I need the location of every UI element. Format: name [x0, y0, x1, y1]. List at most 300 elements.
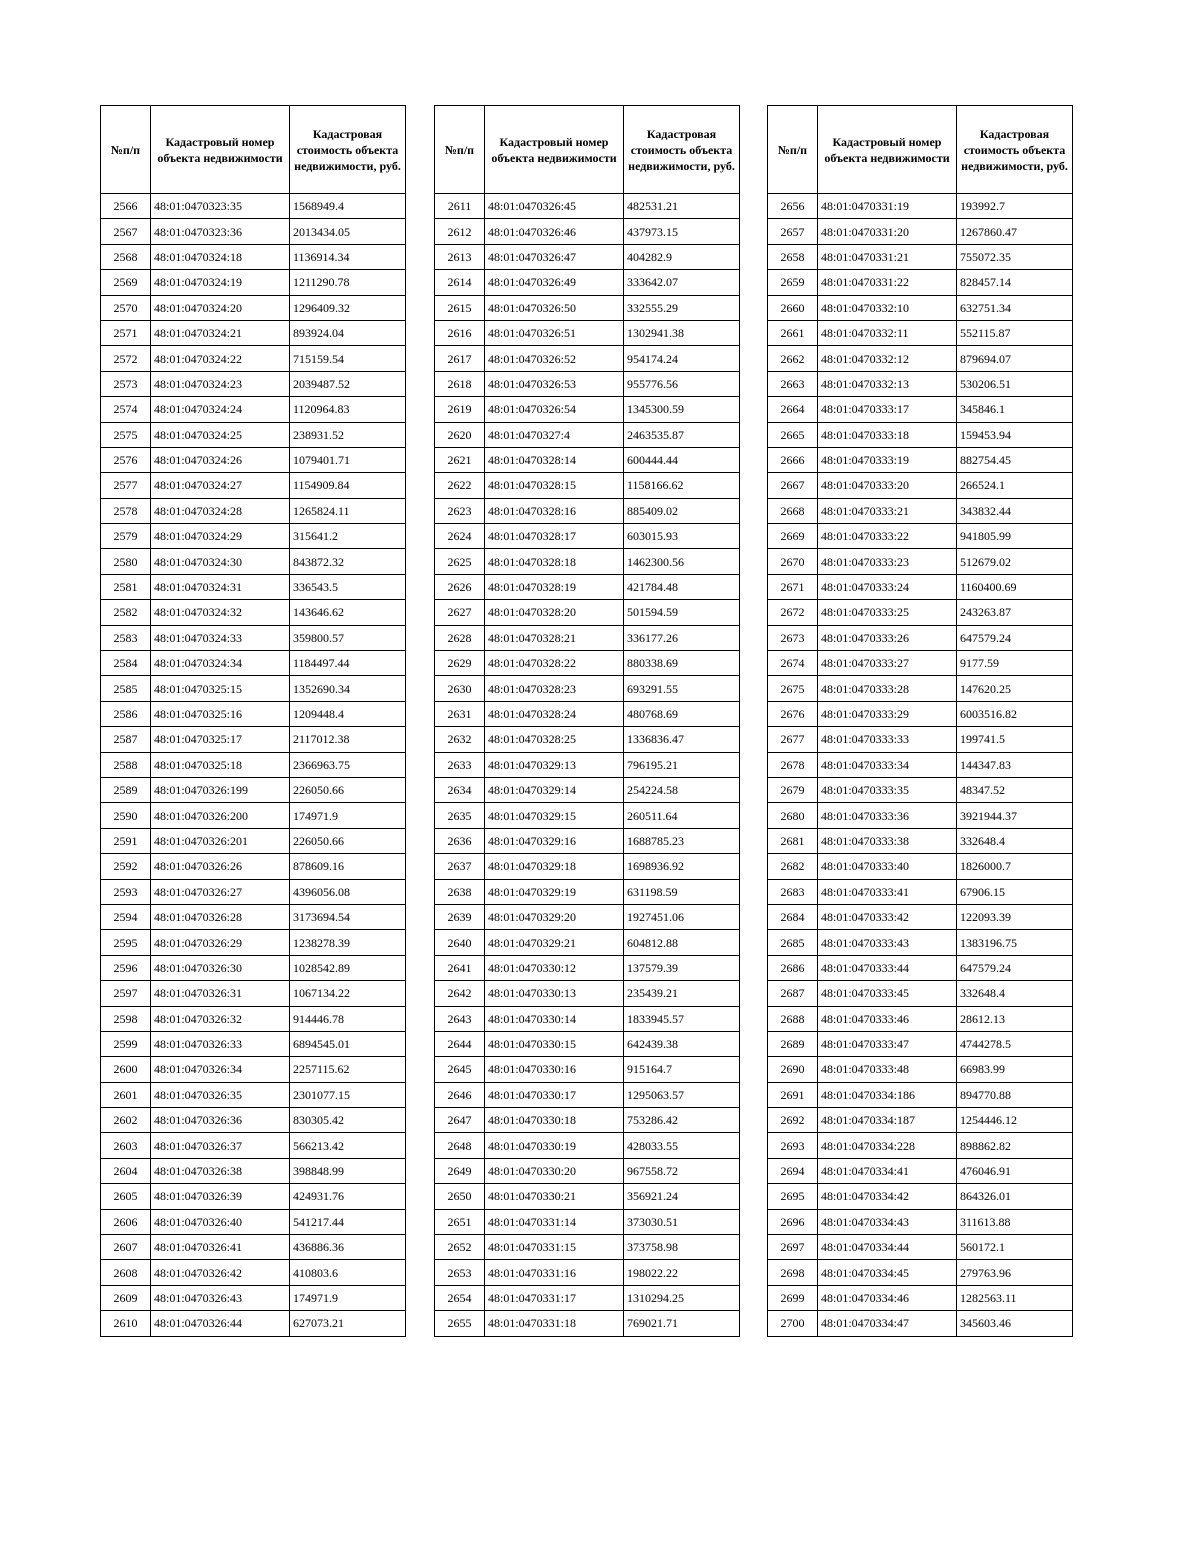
row-number: 2695 [768, 1184, 818, 1209]
cadastral-number: 48:01:0470326:201 [151, 828, 290, 853]
cadastral-number: 48:01:0470326:54 [485, 397, 624, 422]
cadastral-value: 266524.1 [957, 473, 1073, 498]
table-row [768, 422, 1073, 447]
table-header-row [768, 106, 1073, 194]
table-row [768, 981, 1073, 1006]
cadastral-number: 48:01:0470328:19 [485, 574, 624, 599]
table-row [768, 1260, 1073, 1285]
row-number: 2566 [101, 194, 151, 219]
table-row [101, 473, 406, 498]
cadastral-value: 693291.55 [624, 676, 740, 701]
cadastral-value: 2257115.62 [290, 1057, 406, 1082]
table-row [435, 295, 740, 320]
cadastral-value: 144347.83 [957, 752, 1073, 777]
row-number: 2581 [101, 574, 151, 599]
cadastral-value: 885409.02 [624, 498, 740, 523]
cadastral-value: 66983.99 [957, 1057, 1073, 1082]
cadastral-number: 48:01:0470329:14 [485, 777, 624, 802]
row-number: 2684 [768, 904, 818, 929]
cadastral-number: 48:01:0470331:15 [485, 1235, 624, 1260]
cadastral-value: 2013434.05 [290, 219, 406, 244]
table-row [768, 879, 1073, 904]
table-row [435, 473, 740, 498]
table-row [101, 549, 406, 574]
table-row [101, 346, 406, 371]
row-number: 2620 [435, 422, 485, 447]
row-number: 2587 [101, 727, 151, 752]
cadastral-number: 48:01:0470324:24 [151, 397, 290, 422]
table-row [768, 1311, 1073, 1336]
row-number: 2677 [768, 727, 818, 752]
cadastral-value: 893924.04 [290, 320, 406, 345]
row-number: 2671 [768, 574, 818, 599]
cadastral-value: 332555.29 [624, 295, 740, 320]
row-number: 2597 [101, 981, 151, 1006]
cadastral-number: 48:01:0470332:11 [818, 320, 957, 345]
cadastral-value: 878609.16 [290, 854, 406, 879]
row-number: 2593 [101, 879, 151, 904]
row-number: 2640 [435, 930, 485, 955]
row-number: 2689 [768, 1031, 818, 1056]
cadastral-table-3 [767, 105, 1073, 1337]
cadastral-number: 48:01:0470333:27 [818, 651, 957, 676]
cadastral-value: 600444.44 [624, 447, 740, 472]
cadastral-value: 9177.59 [957, 651, 1073, 676]
cadastral-value: 1079401.71 [290, 447, 406, 472]
cadastral-value: 604812.88 [624, 930, 740, 955]
cadastral-number: 48:01:0470333:28 [818, 676, 957, 701]
cadastral-value: 894770.88 [957, 1082, 1073, 1107]
cadastral-value: 755072.35 [957, 244, 1073, 269]
cadastral-value: 67906.15 [957, 879, 1073, 904]
cadastral-number: 48:01:0470326:52 [485, 346, 624, 371]
row-number: 2685 [768, 930, 818, 955]
row-number: 2669 [768, 524, 818, 549]
table-row [435, 346, 740, 371]
table-row [768, 295, 1073, 320]
row-number: 2624 [435, 524, 485, 549]
cadastral-number: 48:01:0470326:42 [151, 1260, 290, 1285]
cadastral-value: 238931.52 [290, 422, 406, 447]
table-row [101, 219, 406, 244]
row-number: 2586 [101, 701, 151, 726]
cadastral-number: 48:01:0470333:46 [818, 1006, 957, 1031]
cadastral-number: 48:01:0470324:19 [151, 270, 290, 295]
row-number: 2601 [101, 1082, 151, 1107]
cadastral-number: 48:01:0470327:4 [485, 422, 624, 447]
table-row [768, 600, 1073, 625]
cadastral-number: 48:01:0470329:13 [485, 752, 624, 777]
table-header-row [101, 106, 406, 194]
table-row [768, 752, 1073, 777]
cadastral-number: 48:01:0470326:36 [151, 1108, 290, 1133]
table-row [101, 625, 406, 650]
cadastral-number: 48:01:0470333:25 [818, 600, 957, 625]
cadastral-value: 4744278.5 [957, 1031, 1073, 1056]
cadastral-value: 898862.82 [957, 1133, 1073, 1158]
table-row [768, 930, 1073, 955]
table-row [768, 270, 1073, 295]
row-number: 2633 [435, 752, 485, 777]
row-number: 2588 [101, 752, 151, 777]
row-number: 2621 [435, 447, 485, 472]
row-number: 2623 [435, 498, 485, 523]
table-row [768, 1082, 1073, 1107]
row-number: 2698 [768, 1260, 818, 1285]
cadastral-number: 48:01:0470333:24 [818, 574, 957, 599]
table-row [768, 219, 1073, 244]
cadastral-number: 48:01:0470324:33 [151, 625, 290, 650]
cadastral-number: 48:01:0470333:35 [818, 777, 957, 802]
table-row [435, 904, 740, 929]
cadastral-value: 235439.21 [624, 981, 740, 1006]
table-row [435, 600, 740, 625]
table-row [101, 1133, 406, 1158]
table-row [101, 930, 406, 955]
row-number: 2639 [435, 904, 485, 929]
table-row [101, 1209, 406, 1234]
cadastral-value: 864326.01 [957, 1184, 1073, 1209]
table-row [101, 777, 406, 802]
table-row [435, 828, 740, 853]
cadastral-value: 1254446.12 [957, 1108, 1073, 1133]
cadastral-value: 1826000.7 [957, 854, 1073, 879]
row-number: 2641 [435, 955, 485, 980]
table-row [101, 727, 406, 752]
table-row [768, 625, 1073, 650]
table-row [435, 777, 740, 802]
cadastral-number: 48:01:0470324:31 [151, 574, 290, 599]
cadastral-number: 48:01:0470334:186 [818, 1082, 957, 1107]
table-row [435, 879, 740, 904]
table-row [435, 422, 740, 447]
table-row [435, 194, 740, 219]
table-row [435, 701, 740, 726]
cadastral-value: 603015.93 [624, 524, 740, 549]
cadastral-number: 48:01:0470324:22 [151, 346, 290, 371]
table-row [435, 498, 740, 523]
cadastral-number: 48:01:0470329:19 [485, 879, 624, 904]
table-row [435, 397, 740, 422]
cadastral-number: 48:01:0470326:50 [485, 295, 624, 320]
cadastral-value: 1310294.25 [624, 1285, 740, 1310]
cadastral-value: 336543.5 [290, 574, 406, 599]
cadastral-number: 48:01:0470324:18 [151, 244, 290, 269]
cadastral-number: 48:01:0470334:45 [818, 1260, 957, 1285]
table-row [435, 930, 740, 955]
cadastral-number: 48:01:0470332:10 [818, 295, 957, 320]
row-number: 2626 [435, 574, 485, 599]
table-row [768, 320, 1073, 345]
table-row [101, 854, 406, 879]
cadastral-number: 48:01:0470333:36 [818, 803, 957, 828]
table-row [435, 1108, 740, 1133]
table-row [101, 270, 406, 295]
row-number: 2635 [435, 803, 485, 828]
cadastral-number: 48:01:0470334:46 [818, 1285, 957, 1310]
header-cadastral-value: Кадастровая стоимость объекта недвижимости, руб. [290, 106, 406, 194]
table-row [101, 194, 406, 219]
cadastral-number: 48:01:0470333:48 [818, 1057, 957, 1082]
cadastral-value: 143646.62 [290, 600, 406, 625]
cadastral-number: 48:01:0470324:32 [151, 600, 290, 625]
cadastral-number: 48:01:0470326:53 [485, 371, 624, 396]
table-header-row [435, 106, 740, 194]
table-row [101, 1184, 406, 1209]
header-num: №п/п [435, 106, 485, 194]
row-number: 2670 [768, 549, 818, 574]
cadastral-value: 1698936.92 [624, 854, 740, 879]
cadastral-number: 48:01:0470330:20 [485, 1158, 624, 1183]
table-row [768, 1209, 1073, 1234]
cadastral-value: 769021.71 [624, 1311, 740, 1336]
cadastral-number: 48:01:0470328:25 [485, 727, 624, 752]
cadastral-number: 48:01:0470332:13 [818, 371, 957, 396]
cadastral-number: 48:01:0470326:28 [151, 904, 290, 929]
row-number: 2602 [101, 1108, 151, 1133]
cadastral-number: 48:01:0470330:16 [485, 1057, 624, 1082]
cadastral-value: 421784.48 [624, 574, 740, 599]
row-number: 2682 [768, 854, 818, 879]
cadastral-value: 279763.96 [957, 1260, 1073, 1285]
cadastral-value: 879694.07 [957, 346, 1073, 371]
table-row [768, 777, 1073, 802]
table-row [768, 955, 1073, 980]
table-row [435, 1158, 740, 1183]
cadastral-number: 48:01:0470328:17 [485, 524, 624, 549]
cadastral-value: 501594.59 [624, 600, 740, 625]
table-row [101, 397, 406, 422]
cadastral-number: 48:01:0470332:12 [818, 346, 957, 371]
table-row [101, 676, 406, 701]
cadastral-value: 199741.5 [957, 727, 1073, 752]
table-row [101, 904, 406, 929]
cadastral-number: 48:01:0470324:21 [151, 320, 290, 345]
cadastral-number: 48:01:0470328:20 [485, 600, 624, 625]
row-number: 2629 [435, 651, 485, 676]
cadastral-value: 530206.51 [957, 371, 1073, 396]
cadastral-value: 311613.88 [957, 1209, 1073, 1234]
cadastral-value: 1120964.83 [290, 397, 406, 422]
cadastral-value: 28612.13 [957, 1006, 1073, 1031]
cadastral-value: 1352690.34 [290, 676, 406, 701]
row-number: 2650 [435, 1184, 485, 1209]
cadastral-number: 48:01:0470328:15 [485, 473, 624, 498]
row-number: 2676 [768, 701, 818, 726]
cadastral-value: 642439.38 [624, 1031, 740, 1056]
row-number: 2578 [101, 498, 151, 523]
row-number: 2634 [435, 777, 485, 802]
row-number: 2674 [768, 651, 818, 676]
cadastral-value: 343832.44 [957, 498, 1073, 523]
cadastral-value: 336177.26 [624, 625, 740, 650]
cadastral-number: 48:01:0470333:22 [818, 524, 957, 549]
cadastral-number: 48:01:0470328:23 [485, 676, 624, 701]
table-row [768, 904, 1073, 929]
cadastral-number: 48:01:0470323:36 [151, 219, 290, 244]
cadastral-value: 647579.24 [957, 625, 1073, 650]
cadastral-number: 48:01:0470333:47 [818, 1031, 957, 1056]
row-number: 2672 [768, 600, 818, 625]
row-number: 2567 [101, 219, 151, 244]
cadastral-number: 48:01:0470333:34 [818, 752, 957, 777]
table-row [435, 244, 740, 269]
cadastral-value: 1282563.11 [957, 1285, 1073, 1310]
cadastral-number: 48:01:0470324:20 [151, 295, 290, 320]
row-number: 2690 [768, 1057, 818, 1082]
cadastral-number: 48:01:0470334:43 [818, 1209, 957, 1234]
cadastral-number: 48:01:0470324:29 [151, 524, 290, 549]
cadastral-number: 48:01:0470333:26 [818, 625, 957, 650]
table-row [101, 295, 406, 320]
cadastral-value: 632751.34 [957, 295, 1073, 320]
cadastral-number: 48:01:0470326:45 [485, 194, 624, 219]
cadastral-number: 48:01:0470331:19 [818, 194, 957, 219]
table-row [435, 1260, 740, 1285]
cadastral-number: 48:01:0470326:47 [485, 244, 624, 269]
cadastral-number: 48:01:0470333:18 [818, 422, 957, 447]
cadastral-value: 482531.21 [624, 194, 740, 219]
cadastral-value: 1136914.34 [290, 244, 406, 269]
row-number: 2678 [768, 752, 818, 777]
row-number: 2659 [768, 270, 818, 295]
row-number: 2700 [768, 1311, 818, 1336]
row-number: 2660 [768, 295, 818, 320]
row-number: 2618 [435, 371, 485, 396]
cadastral-number: 48:01:0470331:20 [818, 219, 957, 244]
cadastral-number: 48:01:0470325:15 [151, 676, 290, 701]
row-number: 2675 [768, 676, 818, 701]
row-number: 2680 [768, 803, 818, 828]
cadastral-number: 48:01:0470329:16 [485, 828, 624, 853]
cadastral-value: 2463535.87 [624, 422, 740, 447]
table-row [101, 422, 406, 447]
cadastral-value: 1568949.4 [290, 194, 406, 219]
cadastral-value: 1383196.75 [957, 930, 1073, 955]
cadastral-number: 48:01:0470326:46 [485, 219, 624, 244]
table-row [101, 320, 406, 345]
row-number: 2606 [101, 1209, 151, 1234]
table-row [101, 1082, 406, 1107]
cadastral-value: 1302941.38 [624, 320, 740, 345]
cadastral-value: 404282.9 [624, 244, 740, 269]
row-number: 2591 [101, 828, 151, 853]
row-number: 2657 [768, 219, 818, 244]
table-row [101, 1285, 406, 1310]
cadastral-value: 941805.99 [957, 524, 1073, 549]
cadastral-value: 356921.24 [624, 1184, 740, 1209]
cadastral-value: 967558.72 [624, 1158, 740, 1183]
cadastral-number: 48:01:0470325:17 [151, 727, 290, 752]
cadastral-value: 137579.39 [624, 955, 740, 980]
row-number: 2609 [101, 1285, 151, 1310]
row-number: 2647 [435, 1108, 485, 1133]
table-row [435, 1184, 740, 1209]
row-number: 2568 [101, 244, 151, 269]
cadastral-number: 48:01:0470333:33 [818, 727, 957, 752]
cadastral-value: 880338.69 [624, 651, 740, 676]
cadastral-number: 48:01:0470333:17 [818, 397, 957, 422]
table-row [768, 1108, 1073, 1133]
cadastral-value: 627073.21 [290, 1311, 406, 1336]
row-number: 2664 [768, 397, 818, 422]
table-row [101, 371, 406, 396]
cadastral-value: 373030.51 [624, 1209, 740, 1234]
table-row [101, 651, 406, 676]
row-number: 2615 [435, 295, 485, 320]
cadastral-value: 359800.57 [290, 625, 406, 650]
cadastral-number: 48:01:0470333:45 [818, 981, 957, 1006]
cadastral-value: 1927451.06 [624, 904, 740, 929]
row-number: 2628 [435, 625, 485, 650]
cadastral-value: 243263.87 [957, 600, 1073, 625]
cadastral-value: 373758.98 [624, 1235, 740, 1260]
table-row [101, 1311, 406, 1336]
cadastral-value: 2366963.75 [290, 752, 406, 777]
cadastral-number: 48:01:0470328:24 [485, 701, 624, 726]
table-row [768, 651, 1073, 676]
cadastral-value: 480768.69 [624, 701, 740, 726]
table-row [101, 1108, 406, 1133]
cadastral-number: 48:01:0470334:42 [818, 1184, 957, 1209]
cadastral-number: 48:01:0470333:38 [818, 828, 957, 853]
table-row [435, 371, 740, 396]
cadastral-number: 48:01:0470333:41 [818, 879, 957, 904]
cadastral-number: 48:01:0470326:49 [485, 270, 624, 295]
cadastral-number: 48:01:0470326:44 [151, 1311, 290, 1336]
cadastral-value: 174971.9 [290, 1285, 406, 1310]
cadastral-number: 48:01:0470329:20 [485, 904, 624, 929]
table-row [768, 1184, 1073, 1209]
cadastral-number: 48:01:0470325:16 [151, 701, 290, 726]
cadastral-number: 48:01:0470333:20 [818, 473, 957, 498]
row-number: 2636 [435, 828, 485, 853]
cadastral-value: 1160400.69 [957, 574, 1073, 599]
table-row [768, 498, 1073, 523]
table-row [435, 1031, 740, 1056]
cadastral-value: 2117012.38 [290, 727, 406, 752]
cadastral-number: 48:01:0470328:22 [485, 651, 624, 676]
cadastral-value: 1067134.22 [290, 981, 406, 1006]
cadastral-number: 48:01:0470326:200 [151, 803, 290, 828]
cadastral-value: 159453.94 [957, 422, 1073, 447]
table-row [768, 1158, 1073, 1183]
row-number: 2687 [768, 981, 818, 1006]
cadastral-number: 48:01:0470324:25 [151, 422, 290, 447]
row-number: 2679 [768, 777, 818, 802]
cadastral-number: 48:01:0470324:26 [151, 447, 290, 472]
cadastral-value: 315641.2 [290, 524, 406, 549]
row-number: 2642 [435, 981, 485, 1006]
row-number: 2667 [768, 473, 818, 498]
table-row [101, 752, 406, 777]
cadastral-value: 1345300.59 [624, 397, 740, 422]
cadastral-number: 48:01:0470324:27 [151, 473, 290, 498]
cadastral-number: 48:01:0470333:29 [818, 701, 957, 726]
table-row [768, 1235, 1073, 1260]
row-number: 2612 [435, 219, 485, 244]
cadastral-value: 345603.46 [957, 1311, 1073, 1336]
row-number: 2577 [101, 473, 151, 498]
table-row [768, 371, 1073, 396]
cadastral-value: 1296409.32 [290, 295, 406, 320]
table-row [435, 854, 740, 879]
cadastral-value: 4396056.08 [290, 879, 406, 904]
cadastral-number: 48:01:0470324:28 [151, 498, 290, 523]
table-row [435, 651, 740, 676]
cadastral-value: 122093.39 [957, 904, 1073, 929]
row-number: 2583 [101, 625, 151, 650]
